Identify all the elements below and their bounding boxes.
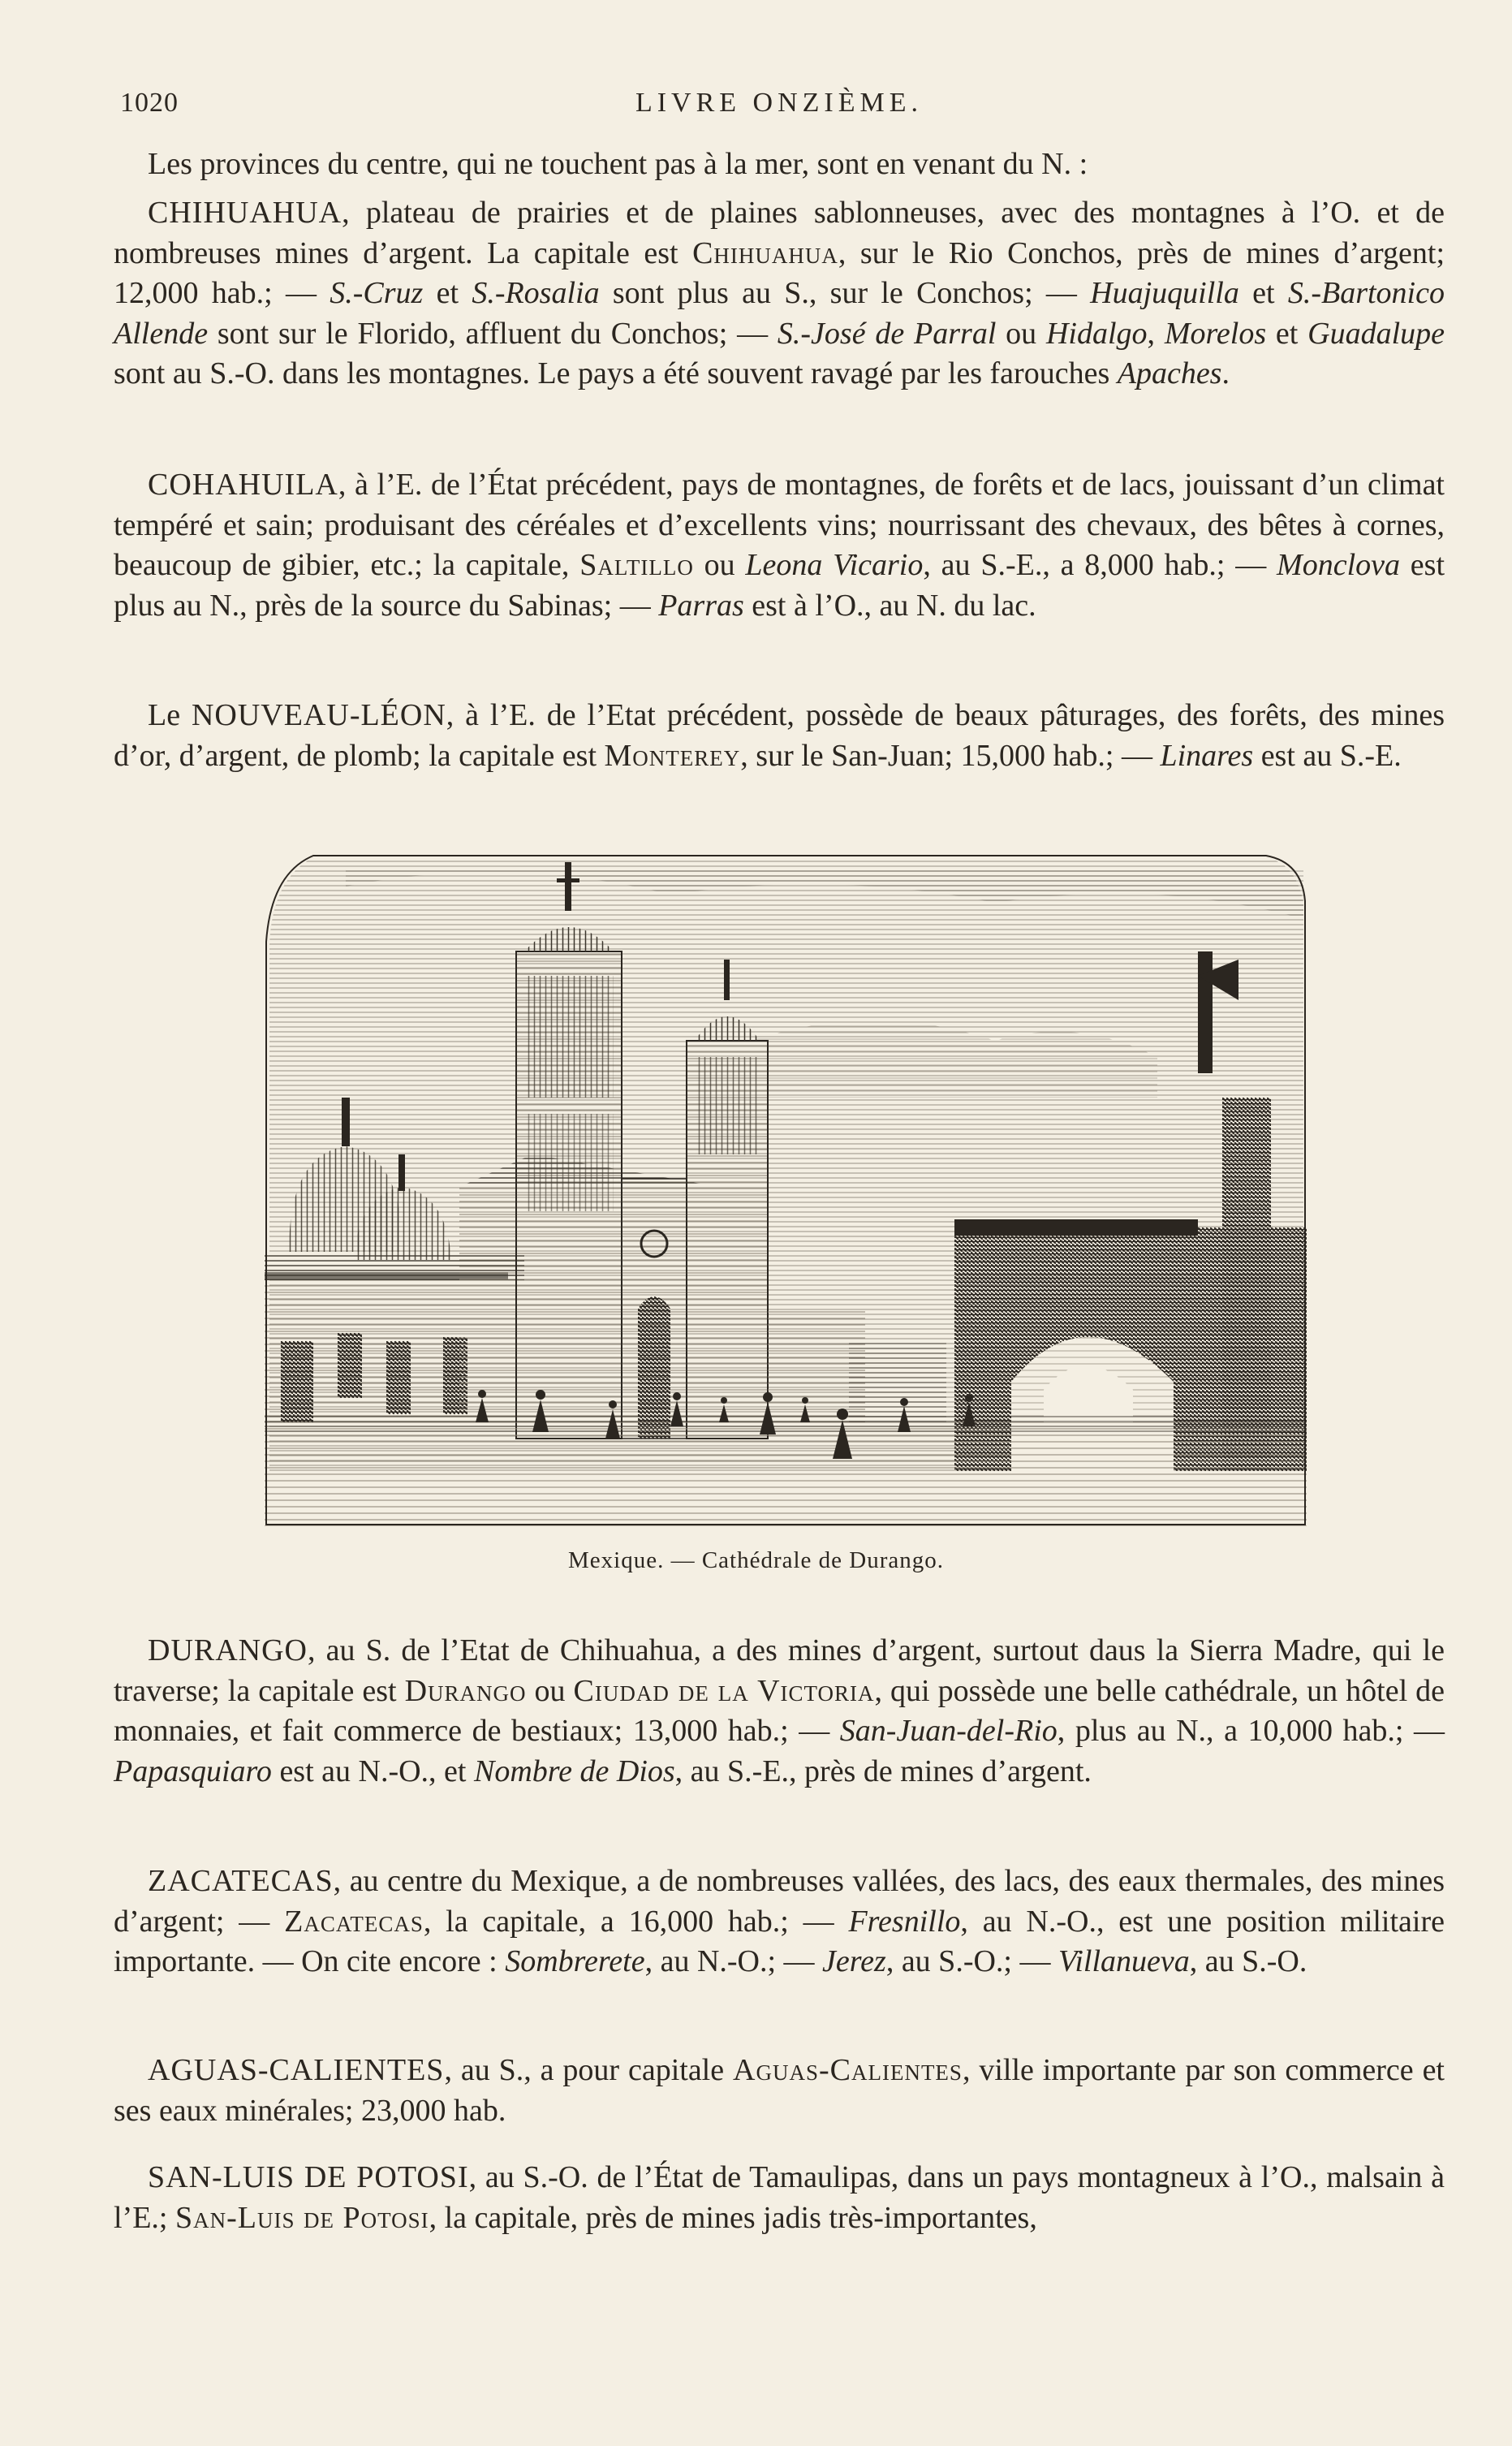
text: , ville importante par son commerce et ses eaux minérales; 23,000 hab. — [114, 2053, 1445, 2128]
text: sont sur le Florido, affluent du Conchos; — — [208, 316, 778, 351]
text: est au S.-E. — [1253, 738, 1402, 773]
page-header — [114, 88, 1445, 128]
state-name: AGUAS-CALIENTES — [148, 2053, 445, 2087]
text: et — [1238, 276, 1288, 310]
text: , au N.-O., est une position militaire importante. — On cite encore : — [114, 1904, 1445, 1978]
paragraph-durango — [114, 1631, 1445, 1792]
cathedral-illustration — [265, 854, 1307, 1526]
text: , sur le Rio Conchos, près de mines d’argent; 12,000 hab.; — — [114, 235, 1445, 310]
state-name: ZACATECAS — [148, 1864, 334, 1898]
text: , au S.-E., a 8,000 hab.; — — [923, 548, 1277, 582]
place-name: S.-José de Parral — [777, 316, 997, 351]
text: , sur le San-Juan; 15,000 hab.; — — [740, 738, 1161, 773]
place-name: Huajuquilla — [1090, 276, 1239, 310]
text: , au S.-O. — [1189, 1944, 1307, 1978]
figure-caption: Mexique. — Cathédrale de Durango. — [567, 1547, 945, 1573]
text: , la capitale, a 16,000 hab.; — — [423, 1904, 849, 1939]
place-name: Leona Vicario — [745, 548, 924, 582]
place-name: Villanueva — [1058, 1944, 1190, 1978]
capital-name: Durango — [404, 1673, 527, 1708]
place-name: Hidalgo — [1045, 316, 1148, 351]
engraving-durango-cathedral — [265, 854, 1307, 1526]
place-name: Jerez — [822, 1944, 886, 1978]
text: , plus au N., a 10,000 hab.; — — [1057, 1714, 1445, 1748]
capital-name: Saltillo — [579, 548, 694, 582]
people-name: Apaches — [1117, 356, 1222, 390]
place-name: Nombre de Dios — [473, 1754, 675, 1788]
place-name: Monclova — [1277, 548, 1400, 582]
place-name: Fresnillo — [848, 1904, 961, 1939]
text: , la capitale, près de mines jadis très-importantes, — [429, 2200, 1037, 2235]
place-name: S.-Bartonico Allende — [114, 276, 1445, 351]
place-name: Papasquiaro — [114, 1754, 272, 1788]
page-number: 1020 — [120, 88, 179, 118]
text: , au S.-O. de l’État de Tamaulipas, dans un pays montagneux à l’O., malsain à l’E.; — [114, 2160, 1445, 2235]
place-name: Parras — [658, 588, 744, 623]
place-name: S.-Cruz — [330, 276, 424, 310]
paragraph-nouveau-leon — [114, 696, 1445, 776]
text: sont au S.-O. dans les montagnes. Le pays a été souvent ravagé par les farouches — [114, 356, 1118, 390]
text: est à l’O., au N. du lac. — [743, 588, 1036, 623]
text: ou — [996, 316, 1046, 351]
text: , — [1147, 316, 1165, 351]
paragraph-zacatecas — [114, 1861, 1445, 1982]
capital-name: Zacatecas — [284, 1904, 424, 1939]
state-name: SAN-LUIS DE POTOSI — [148, 2160, 469, 2194]
paragraph-san-luis-de-potosi — [114, 2158, 1445, 2238]
text: , à l’E. de l’Etat précédent, possède de beaux pâturages, des forêts, des mines d’or, d’argent, de plomb; la capitale est — [114, 698, 1445, 773]
text: , au N.-O.; — — [644, 1944, 823, 1978]
text: , au S. de l’Etat de Chihuahua, a des mines d’argent, surtout daus la Sierra Madre, qui le traverse; la capitale est — [114, 1633, 1445, 1708]
state-name: CHIHUAHUA — [148, 196, 342, 230]
state-name: DURANGO — [148, 1633, 308, 1667]
text: est plus au N., près de la source du Sabinas; — — [114, 548, 1445, 623]
paragraph-intro: Les provinces du centre, qui ne touchent pas à la mer, sont en venant du N. : — [148, 147, 1088, 181]
paragraph-aguas-calientes — [114, 2051, 1445, 2131]
place-name: Morelos — [1164, 316, 1267, 351]
state-name: NOUVEAU-LÉON — [191, 698, 446, 732]
text: , qui possède une belle cathédrale, un hôtel de monnaies, et fait commerce de bestiaux; 13,000 hab.; — — [114, 1673, 1445, 1748]
capital-name: Ciudad de la Victoria — [573, 1673, 875, 1708]
text: et — [1266, 316, 1308, 351]
place-name: Linares — [1160, 738, 1254, 773]
text: , au S.-E., près de mines d’argent. — [674, 1754, 1092, 1788]
running-head: LIVRE ONZIÈME. — [635, 88, 924, 118]
place-name: S.-Rosalia — [472, 276, 600, 310]
text: , au centre du Mexique, a de nombreuses vallées, des lacs, des eaux thermales, des mines d’argent; — — [114, 1864, 1445, 1939]
capital-name: Chihuahua — [692, 235, 838, 270]
place-name: Guadalupe — [1307, 316, 1445, 351]
capital-name: San-Luis de Potosi — [174, 2200, 429, 2235]
text: et — [423, 276, 472, 310]
text: ou — [526, 1673, 574, 1708]
paragraph-chihuahua — [114, 193, 1445, 395]
state-name: COHAHUILA — [148, 468, 338, 502]
text: , au S., a pour capitale — [444, 2053, 734, 2087]
text: . — [1221, 356, 1230, 390]
capital-name: Aguas-Calientes — [733, 2053, 963, 2087]
text: , à l’E. de l’État précédent, pays de montagnes, de forêts et de lacs, jouissant d’un climat tempéré et sain; produisant des céréales et d’excellents vins; nourrissant des chevaux, des bêtes à cornes, beaucoup de gibier, etc.; la capitale, — [114, 468, 1445, 582]
text: est au N.-O., et — [271, 1754, 474, 1788]
text: ou — [693, 548, 746, 582]
place-name: Sombrerete — [505, 1944, 645, 1978]
text: , plateau de prairies et de plaines sablonneuses, avec des montagnes à l’O. et de nombreuses mines d’argent. La capitale est — [114, 196, 1445, 270]
place-name: San-Juan-del-Rio — [839, 1714, 1058, 1748]
text: sont plus au S., sur le Conchos; — — [599, 276, 1091, 310]
text: , au S.-O.; — — [885, 1944, 1058, 1978]
capital-name: Monterey — [604, 738, 741, 773]
paragraph-cohahuila — [114, 465, 1445, 626]
text: Le — [148, 698, 192, 732]
